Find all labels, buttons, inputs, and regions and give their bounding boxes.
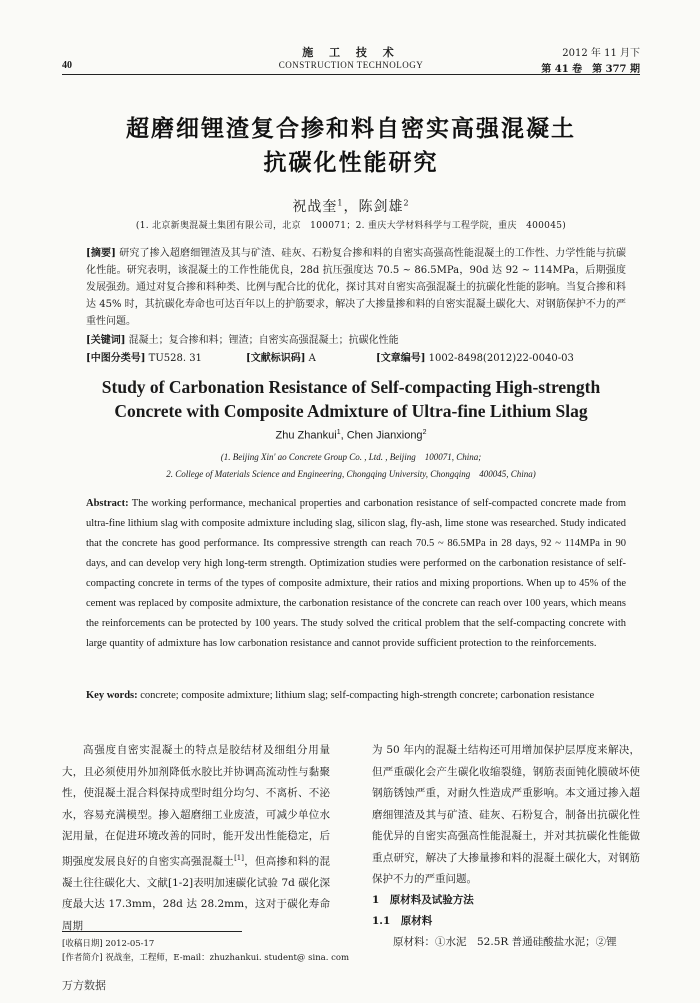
body-left-column	[62, 740, 330, 937]
affiliation-en-line2: 2. College of Materials Science and Engineering, Chongqing University, Chongqing 400045, China)	[166, 469, 536, 479]
author-cn-sep: ，	[343, 199, 359, 215]
keywords-en-label: Key words:	[86, 690, 138, 701]
title-en-line2: Concrete with Composite Admixture of Ultra-fine Lithium Slag	[114, 401, 588, 421]
body-left-text: 高强度自密实混凝土的特点是胶结材及细组分用量大，且必须使用外加剂降低水胶比并协调高流动性与黏聚性，使混凝土混合料保持成型时组分均匀、不离析、不泌水，容易充满模型。掺入超磨细工业废渣，可减少单位水泥用量，在促进环境改善的同时，能开发出性能稳定，后期强度发展良好的自密实高强混凝土	[62, 744, 330, 867]
clc-value: TU528. 31	[148, 353, 202, 364]
authors-cn	[62, 196, 640, 216]
authors-en	[62, 429, 640, 442]
running-header	[62, 44, 640, 74]
title-cn-line2: 抗碳化性能研究	[263, 149, 439, 176]
affiliation-cn: (1. 北京新奥混凝土集团有限公司，北京 100071；2. 重庆大学材料科学与工程学院，重庆 400045)	[135, 221, 567, 231]
body-left-text-2: ，但高掺和料的混凝土往往碳化大、文献[1-2]表明加速碳化试验 7d 碳化深度最大达 17.3mm，28d 达 28.2mm，这对于碳化寿命周期	[62, 855, 331, 932]
author-cn-1-sup: 1	[337, 198, 344, 208]
author-en-2-sup: 2	[422, 429, 427, 436]
author-en-2: Chen Jianxiong	[346, 429, 423, 442]
clc-label: [中图分类号]	[86, 353, 146, 364]
watermark-text: 万方数据	[62, 979, 106, 992]
clc-group	[86, 349, 202, 364]
footnote-received: [收稿日期] 2012-05-17	[62, 939, 155, 949]
abstract-en	[86, 494, 626, 654]
section-heading-1-1: 1.1 原材料	[372, 915, 433, 927]
keywords-cn-text: 混凝土；复合掺和料；锂渣；自密实高强混凝土；抗碳化性能	[128, 335, 399, 346]
author-cn-2-sup: 2	[403, 198, 410, 208]
page-number: 40	[62, 60, 72, 71]
author-en-sep: ,	[340, 429, 347, 442]
keywords-en	[86, 686, 626, 705]
keywords-en-text: concrete; composite admixture; lithium slag; self-compacting high-strength concrete; carbonation resistance	[140, 690, 595, 701]
affiliation-en-line1: (1. Beijing Xin' ao Concrete Group Co. , Ltd. , Beijing 100071, China;	[220, 452, 482, 462]
issue-date: 2012 年 11 月下	[562, 48, 640, 59]
doc-code-group	[246, 349, 316, 364]
section-heading-1: 1 原材料及试验方法	[372, 894, 474, 906]
footnote-rule	[62, 931, 242, 932]
author-cn-2: 陈剑雄	[358, 199, 404, 215]
abstract-cn-text: 研究了掺入超磨细锂渣及其与矿渣、硅灰、石粉复合掺和料的自密实高强高性能混凝土的工作性、力学性能与抗碳化性能。研究表明，该混凝土的工作性能优良，28d 抗压强度达 70.5 ~ 86.5MPa，90d 达 92 ~ 114MPa，后期强度发展强劲。通过对复合掺和料种类、比例与配合比的优化，探讨其对自密实高强混凝土的抗碳化性能的影响。当复合掺和料达 45% 时，其抗碳化寿命也可达百年以上的护筋要求，解决了大掺量掺和料的自密实混凝土碳化大、对钢筋保护不力的严重性问题。	[86, 248, 627, 327]
article-no-value: 1002-8498(2012)22-0040-03	[428, 353, 574, 364]
abstract-en-label: Abstract:	[86, 498, 129, 509]
title-en-line1: Study of Carbonation Resistance of Self-compacting High-strength	[101, 377, 601, 397]
article-no-label: [文章编号]	[376, 353, 426, 364]
abstract-cn-label: [摘要]	[86, 248, 116, 259]
keywords-cn	[86, 331, 626, 346]
doc-code-value: A	[308, 353, 316, 364]
footnote-author: [作者简介] 祝战奎，工程师，E-mail：zhuzhankui. student@ sina. com	[62, 953, 350, 963]
materials-text: 原材料：①水泥 52.5R 普通硅酸盐水泥；②锂	[393, 936, 617, 948]
keywords-cn-label: [关键词]	[86, 335, 126, 346]
article-no-group	[376, 349, 574, 364]
abstract-en-text: The working performance, mechanical properties and carbonation resistance of self-compacted concrete made from ultra-fine lithium slag with composite admixture including slag, silicon slag, fly-ash, lime stone was researched. Study indicated that the concrete has good performance. Its compressive strength can reach 70.5 ~ 86.5MPa in 28 days, 92 ~ 114MPa in 90 days, and can develop very high long-term strength. Optimization studies were performed on the carbonation resistance of self-compacting concrete in terms of the types of composite admixture, their ratios and mixing proportions. When up to 45% of the cement was replaced by composite admixture, the carbonation resistance of the concrete can reach over 100 years, which means the reinforcements can be protected by 100 years. The study solved the critical problem that the self-compacting concrete with large quantity of admixture has low carbonation resistance and cannot provide sufficient protection to the reinforcements.	[86, 498, 627, 649]
citation-1: [1]	[234, 853, 244, 862]
issue-volume: 第 41 卷 第 377 期	[541, 64, 640, 75]
abstract-cn	[86, 245, 626, 330]
body-right-column	[372, 740, 640, 891]
body-right-text: 为 50 年内的混凝土结构还可用增加保护层厚度来解决，但严重碳化会产生碳化收缩裂缝，钢筋表面钝化膜破坏使钢筋锈蚀严重，对耐久性造成严重影响。本文通过掺入超磨细锂渣及其与矿渣、硅灰、石粉复合，制备出抗碳化性能优异的自密实高强高性能混凝土，并对其抗碳化性能做重点研究，解决了大掺量掺和料的混凝土碳化大，对钢筋保护不力的严重问题。	[372, 744, 640, 885]
journal-name-cn: 施 工 技 术	[302, 46, 400, 59]
author-cn-1: 祝战奎	[292, 199, 338, 215]
doc-code-label: [文献标识码]	[246, 353, 306, 364]
journal-name-en: CONSTRUCTION TECHNOLOGY	[278, 60, 424, 70]
title-cn-line1: 超磨细锂渣复合掺和料自密实高强混凝土	[126, 115, 576, 142]
author-en-1-sup: 1	[336, 429, 341, 436]
header-rule	[62, 74, 640, 75]
author-en-1: Zhu Zhankui	[275, 429, 337, 442]
